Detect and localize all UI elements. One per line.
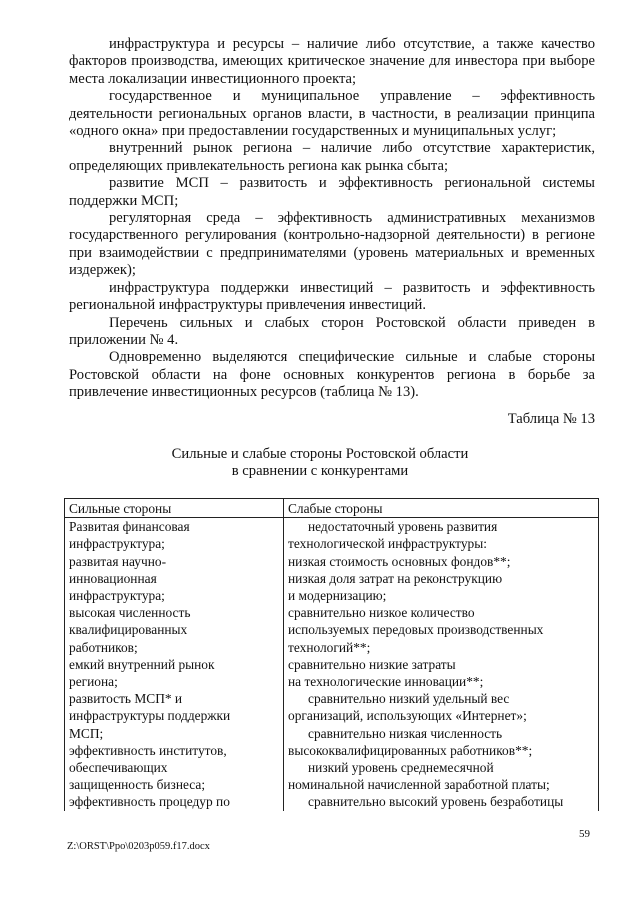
strength-line: эффективность процедур по (69, 794, 230, 810)
table-row (65, 518, 599, 811)
strength-line: эффективность институтов, (69, 742, 227, 758)
strength-line: емкий внутренний рынок (69, 656, 215, 672)
table-caption: Таблица № 13 (507, 411, 595, 427)
strength-line: инфраструктура; (69, 536, 165, 552)
weakness-line: высококвалифицированных работников**; (288, 742, 533, 758)
strength-line: развитость МСП* и (69, 691, 183, 707)
weakness-line: сравнительно низкая численность (308, 725, 503, 741)
strength-line: работников; (69, 639, 138, 655)
strength-line: Развитая финансовая (69, 519, 190, 535)
strength-line: развитая научно- (69, 553, 167, 569)
weakness-line: сравнительно низкий удельный вес (308, 691, 510, 707)
strengths-weaknesses-table (64, 498, 599, 811)
weakness-line: организаций, использующих «Интернет»; (288, 708, 527, 724)
paragraph-government: государственное и муниципальное управление – эффективность деятельности региональных органов власти, в частности, в реализации принципа «одного окна» при предоставлении государственных и муниципальных услуг; (69, 88, 595, 140)
header-weaknesses: Слабые стороны (284, 499, 599, 518)
paragraph-appendix-reference: Перечень сильных и слабых сторон Ростовской области приведен в приложении № 4. (69, 314, 595, 348)
strength-line: обеспечивающих (69, 760, 168, 776)
paragraph-sme: развитие МСП – развитость и эффективность региональной системы поддержки МСП; (69, 175, 595, 209)
paragraph-internal-market: внутренний рынок региона – наличие либо отсутствие характеристик, определяющих привлекательность региона как рынка сбыта; (69, 140, 595, 174)
weakness-line: технологий**; (288, 639, 371, 655)
weakness-line: технологической инфраструктуры: (288, 536, 487, 552)
table-title-line: в сравнении с конкурентами (231, 463, 409, 480)
table-header-row (65, 499, 599, 518)
strength-line: инфраструктуры поддержки (69, 708, 231, 724)
weakness-line: недостаточный уровень развития (308, 519, 498, 535)
strength-line: инновационная (69, 570, 157, 586)
weakness-line: используемых передовых производственных (288, 622, 544, 638)
strength-line: инфраструктура; (69, 588, 165, 604)
weakness-line: на технологические инновации**; (288, 674, 484, 690)
weakness-line: низкая стоимость основных фондов**; (288, 553, 511, 569)
strength-line: региона; (69, 674, 118, 690)
paragraph-investment-support: инфраструктура поддержки инвестиций – развитость и эффективность региональной инфраструктуры привлечения инвестиций. (69, 279, 595, 314)
strength-line: МСП; (69, 725, 104, 741)
weaknesses-cell (284, 518, 599, 811)
header-strengths: Сильные стороны (65, 499, 284, 518)
weakness-line: сравнительно низкие затраты (288, 656, 456, 672)
weakness-line: низкая доля затрат на реконструкцию (288, 570, 503, 586)
paragraph-specific-strengths: Одновременно выделяются специфические сильные и слабые стороны Ростовской области на фоне основных конкурентов региона в борьбе за привлечение инвестиционных ресурсов (таблица № 13). (69, 349, 595, 401)
table-title-line: Сильные и слабые стороны Ростовской области (171, 446, 469, 462)
weakness-line: номинальной начисленной заработной платы; (288, 777, 550, 793)
strengths-cell (65, 518, 284, 811)
weakness-line: низкий уровень среднемесячной (308, 760, 494, 776)
weakness-line: сравнительно высокий уровень безработицы (308, 794, 564, 810)
weakness-line: сравнительно низкое количество (288, 605, 475, 621)
body-text (69, 36, 595, 402)
weakness-line: и модернизацию; (288, 588, 387, 604)
page-number: 59 (579, 828, 590, 840)
paragraph-regulatory: регуляторная среда – эффективность административных механизмов государственного регулирования (контрольно-надзорной деятельности) в регионе при взаимодействии с предпринимателями (уровень материальных и временных издержек); (69, 210, 595, 279)
footer-file-path: Z:\ORST\Ppo\0203p059.f17.docx (67, 841, 210, 852)
strength-line: квалифицированных (69, 622, 188, 638)
paragraph-infrastructure: инфраструктура и ресурсы – наличие либо отсутствие, а также качество факторов производства, имеющих критическое значение для инвестора при выборе места локализации инвестиционного проекта; (69, 36, 595, 87)
strength-line: высокая численность (69, 605, 191, 621)
table-title (0, 446, 640, 481)
strength-line: защищенность бизнеса; (69, 777, 206, 793)
